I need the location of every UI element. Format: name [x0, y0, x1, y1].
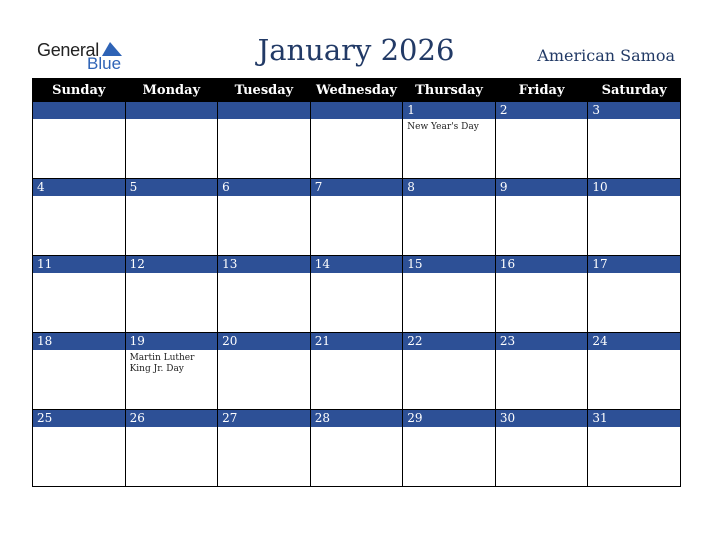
day-cell: [218, 256, 311, 333]
day-cell: [125, 102, 218, 179]
weekday-header: Monday: [125, 79, 218, 102]
day-number: [33, 102, 125, 119]
day-number: 22: [403, 333, 495, 350]
day-number: 13: [218, 256, 310, 273]
weekday-header: Saturday: [588, 79, 681, 102]
day-cell: [310, 333, 403, 410]
day-number: 31: [588, 410, 680, 427]
day-number: 30: [496, 410, 588, 427]
day-cell: [495, 333, 588, 410]
day-number: 29: [403, 410, 495, 427]
day-number: 9: [496, 179, 588, 196]
day-number: 7: [311, 179, 403, 196]
day-number: 10: [588, 179, 680, 196]
day-cell: [495, 256, 588, 333]
day-cell: [218, 410, 311, 487]
page-title: January 2026: [257, 33, 455, 67]
day-number: 20: [218, 333, 310, 350]
day-cell: [125, 333, 218, 410]
logo-text-general: General: [37, 40, 99, 60]
logo-text-blue: Blue: [87, 54, 122, 73]
day-number: 19: [126, 333, 218, 350]
day-cell: [218, 102, 311, 179]
day-cell: [33, 333, 126, 410]
day-number: 14: [311, 256, 403, 273]
day-number: 18: [33, 333, 125, 350]
calendar-week-row: [33, 179, 681, 256]
day-number: 8: [403, 179, 495, 196]
weekday-header: Tuesday: [218, 79, 311, 102]
day-cell: [588, 179, 681, 256]
day-cell: [495, 179, 588, 256]
day-number: 1: [403, 102, 495, 119]
day-cell: [310, 102, 403, 179]
day-cell: [33, 102, 126, 179]
day-cell: [125, 179, 218, 256]
day-number: 24: [588, 333, 680, 350]
weekday-header: Wednesday: [310, 79, 403, 102]
day-cell: [403, 410, 496, 487]
day-cell: [310, 410, 403, 487]
weekday-header: Sunday: [33, 79, 126, 102]
calendar-week-row: [33, 410, 681, 487]
day-number: 2: [496, 102, 588, 119]
day-number: 25: [33, 410, 125, 427]
day-number: 15: [403, 256, 495, 273]
day-number: [218, 102, 310, 119]
day-cell: [403, 179, 496, 256]
region-label: American Samoa: [537, 46, 675, 65]
day-number: 26: [126, 410, 218, 427]
day-cell: [33, 410, 126, 487]
weekday-header: Thursday: [403, 79, 496, 102]
day-number: 21: [311, 333, 403, 350]
day-cell: [403, 333, 496, 410]
calendar-week-row: [33, 256, 681, 333]
day-number: 6: [218, 179, 310, 196]
calendar-week-row: [33, 102, 681, 179]
day-cell: [588, 102, 681, 179]
day-cell: [218, 179, 311, 256]
day-cell: [310, 256, 403, 333]
day-cell: [125, 410, 218, 487]
day-cell: [403, 102, 496, 179]
day-cell: [218, 333, 311, 410]
month-calendar: [32, 78, 681, 487]
day-cell: [495, 410, 588, 487]
day-number: [126, 102, 218, 119]
calendar-header: [0, 0, 712, 78]
day-cell: [310, 179, 403, 256]
day-cell: [403, 256, 496, 333]
day-number: 12: [126, 256, 218, 273]
day-cell: [588, 256, 681, 333]
holiday-label: New Year's Day: [407, 122, 479, 132]
calendar-week-row: [33, 333, 681, 410]
day-number: 4: [33, 179, 125, 196]
day-number: 28: [311, 410, 403, 427]
day-cell: [125, 256, 218, 333]
day-number: 27: [218, 410, 310, 427]
weekday-header: Friday: [495, 79, 588, 102]
day-number: 23: [496, 333, 588, 350]
day-cell: [33, 256, 126, 333]
calendar-weeks: [33, 102, 681, 487]
day-number: 16: [496, 256, 588, 273]
day-number: 5: [126, 179, 218, 196]
holiday-label: Martin Luther King Jr. Day: [129, 353, 195, 374]
day-number: 3: [588, 102, 680, 119]
day-number: [311, 102, 403, 119]
day-number: 17: [588, 256, 680, 273]
day-cell: [33, 179, 126, 256]
day-cell: [588, 333, 681, 410]
day-number: 11: [33, 256, 125, 273]
day-cell: [588, 410, 681, 487]
day-cell: [495, 102, 588, 179]
weekday-header-row: [33, 79, 681, 102]
